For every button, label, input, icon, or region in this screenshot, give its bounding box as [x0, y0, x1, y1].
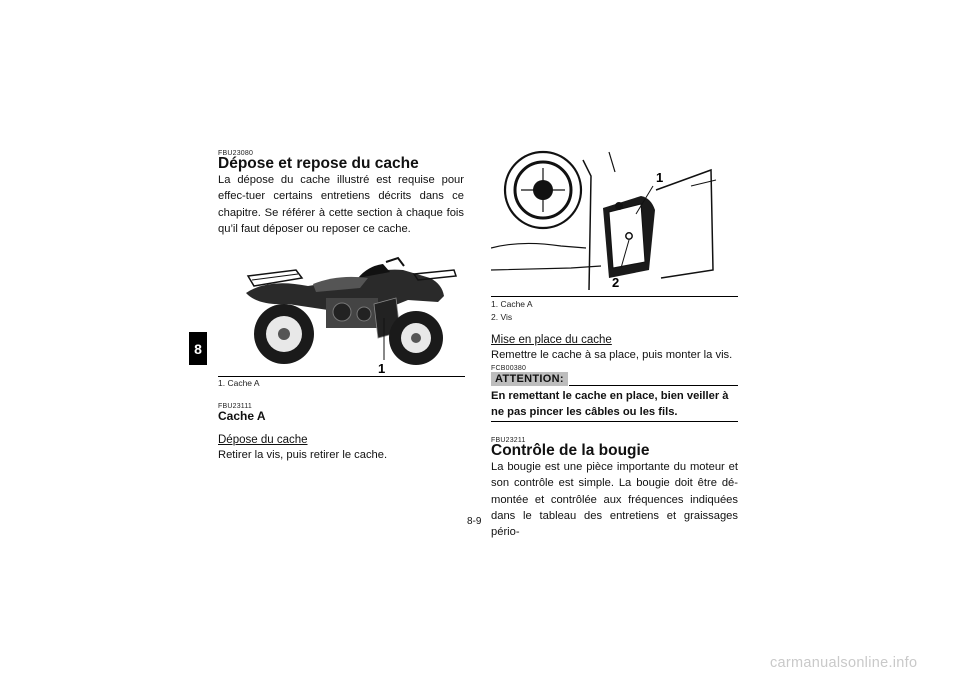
procedure-title: Dépose du cache [218, 434, 308, 446]
intro-paragraph: La dépose du cache illustré est requise pour effec-tuer certains entretiens décrits dans ce chapitre. Se référer à cette section à chaque fois qu’il faut déposer ou reposer ce cache. [218, 174, 464, 235]
cover-detail-illustration [491, 150, 738, 296]
procedure-text: Remettre le cache à sa place, puis monter la vis. [491, 349, 733, 361]
fig-callout-1: 1 [656, 170, 664, 185]
figure-caption: 1. Cache A [218, 378, 260, 388]
section-code: FBU23111 [218, 403, 253, 410]
section-title: Contrôle de la bougie [491, 442, 650, 459]
chapter-tab: 8 [189, 332, 207, 365]
caution-code: FCB00380 [491, 365, 527, 372]
watermark: carmanualsonline.info [770, 655, 918, 671]
spark-plug-paragraph: La bougie est une pièce importante du moteur et son contrôle est simple. La bougie doit être dé-montée et contrôlée aux fréquences indiquées dans le tableau des entretiens et graissages pério- [491, 461, 738, 539]
section-code: FBU23080 [218, 150, 254, 157]
figure-rule [218, 376, 465, 377]
fig-callout: 1 [378, 361, 386, 376]
section-title: Dépose et repose du cache [218, 155, 419, 172]
procedure-text: Retirer la vis, puis retirer le cache. [218, 449, 388, 461]
subsection-title: Cache A [218, 409, 266, 423]
attention-rule [569, 385, 738, 386]
attention-label: ATTENTION: [491, 372, 568, 386]
figure-caption-1: 1. Cache A [491, 299, 533, 309]
page-number: 8-9 [467, 516, 482, 527]
figure-rule [491, 296, 738, 297]
atv-illustration [218, 248, 465, 376]
procedure-title: Mise en place du cache [491, 334, 612, 346]
section-code: FBU23211 [491, 437, 526, 444]
figure-caption-2: 2. Vis [491, 312, 513, 322]
fig-callout-2: 2 [612, 275, 620, 290]
attention-text: En remettant le cache en place, bien veiller à ne pas pincer les câbles ou les fils. [491, 390, 729, 418]
attention-end-rule [491, 421, 738, 422]
